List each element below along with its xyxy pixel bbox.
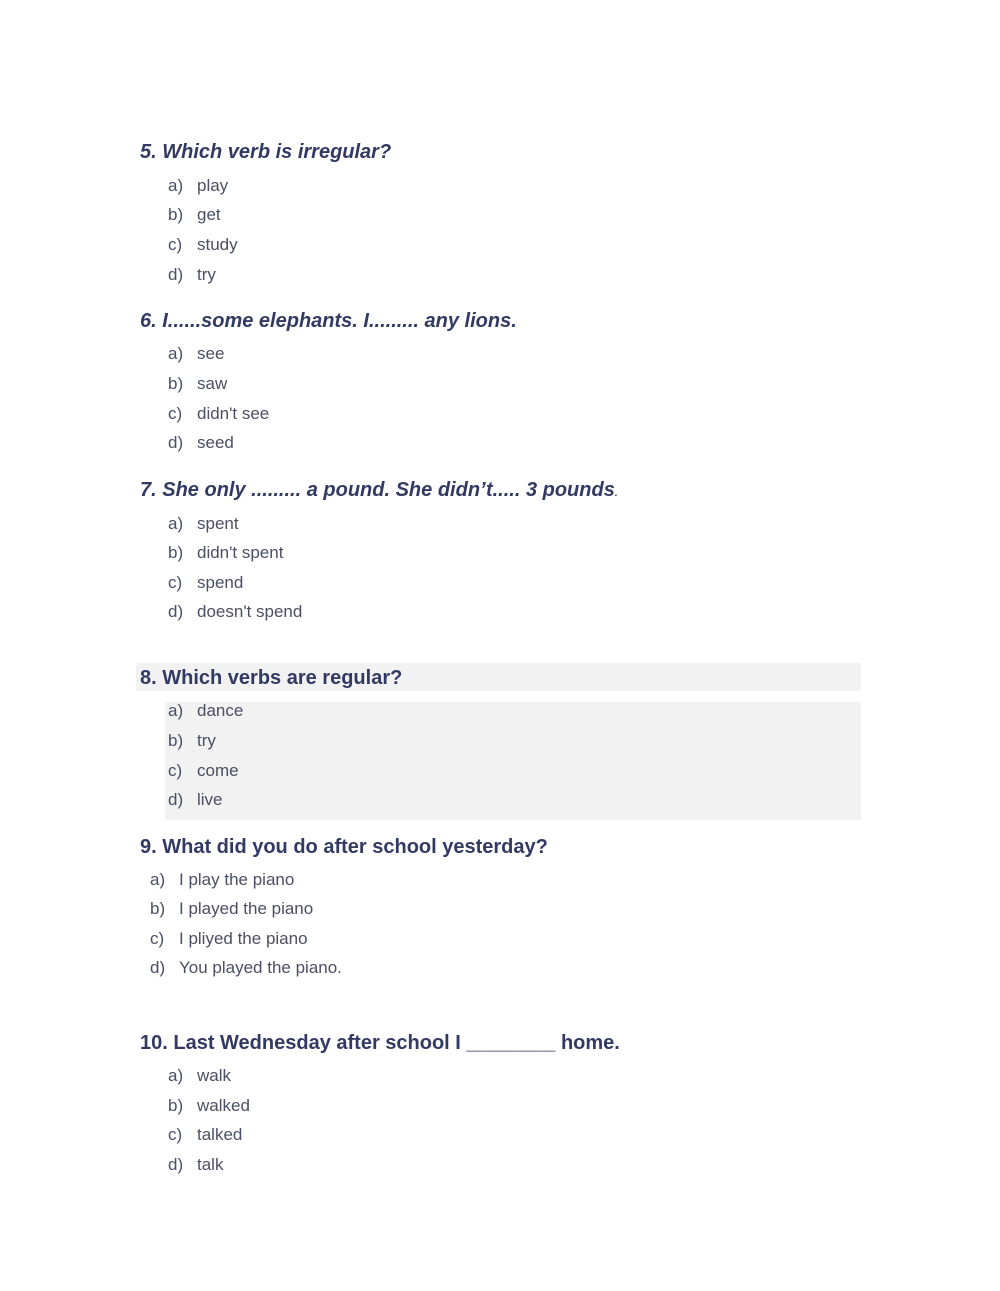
option-letter: c) bbox=[168, 573, 183, 592]
option-letter: d) bbox=[168, 433, 184, 452]
option-text: get bbox=[197, 205, 221, 224]
question-title: 8. Which verbs are regular? bbox=[140, 667, 403, 689]
option-letter: d) bbox=[168, 602, 184, 621]
option-text: seed bbox=[197, 433, 234, 452]
option-letter: a) bbox=[168, 176, 184, 195]
option-letter: b) bbox=[168, 205, 184, 224]
option-letter: c) bbox=[168, 235, 183, 254]
options-highlight bbox=[165, 702, 861, 820]
option-letter: d) bbox=[168, 1155, 184, 1174]
option-b[interactable] bbox=[168, 730, 216, 752]
option-b[interactable] bbox=[168, 204, 221, 226]
option-text: spent bbox=[197, 514, 239, 533]
option-d[interactable] bbox=[168, 789, 223, 811]
option-letter: a) bbox=[168, 1066, 184, 1085]
option-text: saw bbox=[197, 374, 228, 393]
option-text: I play the piano bbox=[179, 870, 295, 889]
option-c[interactable] bbox=[150, 928, 308, 950]
option-text: I played the piano bbox=[179, 899, 314, 918]
option-text: live bbox=[197, 790, 223, 809]
question-title: 5. Which verb is irregular? bbox=[140, 141, 392, 163]
option-text: walked bbox=[197, 1096, 250, 1115]
option-d[interactable] bbox=[168, 264, 216, 286]
option-text: try bbox=[197, 731, 216, 750]
option-a[interactable] bbox=[168, 700, 243, 722]
option-c[interactable] bbox=[168, 760, 239, 782]
option-text: see bbox=[197, 344, 225, 363]
option-letter: d) bbox=[168, 265, 184, 284]
option-letter: d) bbox=[150, 958, 166, 977]
option-text: You played the piano. bbox=[179, 958, 342, 977]
option-d[interactable] bbox=[168, 432, 234, 454]
option-text: doesn't spend bbox=[197, 602, 303, 621]
option-d[interactable] bbox=[150, 957, 342, 979]
option-a[interactable] bbox=[168, 513, 239, 535]
option-letter: c) bbox=[150, 929, 165, 948]
option-letter: a) bbox=[168, 514, 184, 533]
option-letter: c) bbox=[168, 761, 183, 780]
option-letter: c) bbox=[168, 404, 183, 423]
option-a[interactable] bbox=[168, 1065, 231, 1087]
option-letter: a) bbox=[150, 870, 166, 889]
option-text: walk bbox=[197, 1066, 232, 1085]
question-title-suffix: . bbox=[614, 488, 618, 499]
option-a[interactable] bbox=[168, 343, 224, 365]
question-title: 10. Last Wednesday after school I ________ home. bbox=[140, 1032, 620, 1054]
option-a[interactable] bbox=[150, 869, 294, 891]
option-text: try bbox=[197, 265, 216, 284]
option-d[interactable] bbox=[168, 601, 302, 623]
question-title: 9. What did you do after school yesterday? bbox=[140, 836, 548, 858]
option-letter: a) bbox=[168, 344, 184, 363]
question-title: 6. I......some elephants. I......... any lions. bbox=[140, 310, 517, 332]
option-letter: b) bbox=[168, 374, 184, 393]
option-letter: d) bbox=[168, 790, 184, 809]
option-c[interactable] bbox=[168, 572, 243, 594]
option-b[interactable] bbox=[168, 373, 227, 395]
question-title bbox=[140, 478, 618, 506]
option-text: come bbox=[197, 761, 239, 780]
option-letter: b) bbox=[168, 543, 184, 562]
option-c[interactable] bbox=[168, 234, 238, 256]
option-text: didn't see bbox=[197, 404, 270, 423]
option-c[interactable] bbox=[168, 1124, 242, 1146]
option-text: dance bbox=[197, 701, 244, 720]
option-text: spend bbox=[197, 573, 244, 592]
option-a[interactable] bbox=[168, 175, 228, 197]
question-title-text: 7. She only ......... a pound. She didn’t..... 3 pounds bbox=[140, 479, 615, 501]
option-text: didn't spent bbox=[197, 543, 284, 562]
option-letter: b) bbox=[168, 731, 184, 750]
option-text: I pliyed the piano bbox=[179, 929, 308, 948]
option-letter: c) bbox=[168, 1125, 183, 1144]
option-b[interactable] bbox=[150, 898, 313, 920]
option-text: play bbox=[197, 176, 229, 195]
option-letter: b) bbox=[150, 899, 166, 918]
option-d[interactable] bbox=[168, 1154, 223, 1176]
option-c[interactable] bbox=[168, 403, 269, 425]
option-text: study bbox=[197, 235, 238, 254]
option-text: talk bbox=[197, 1155, 224, 1174]
option-letter: b) bbox=[168, 1096, 184, 1115]
option-b[interactable] bbox=[168, 1095, 250, 1117]
option-text: talked bbox=[197, 1125, 243, 1144]
option-b[interactable] bbox=[168, 542, 283, 564]
option-letter: a) bbox=[168, 701, 184, 720]
